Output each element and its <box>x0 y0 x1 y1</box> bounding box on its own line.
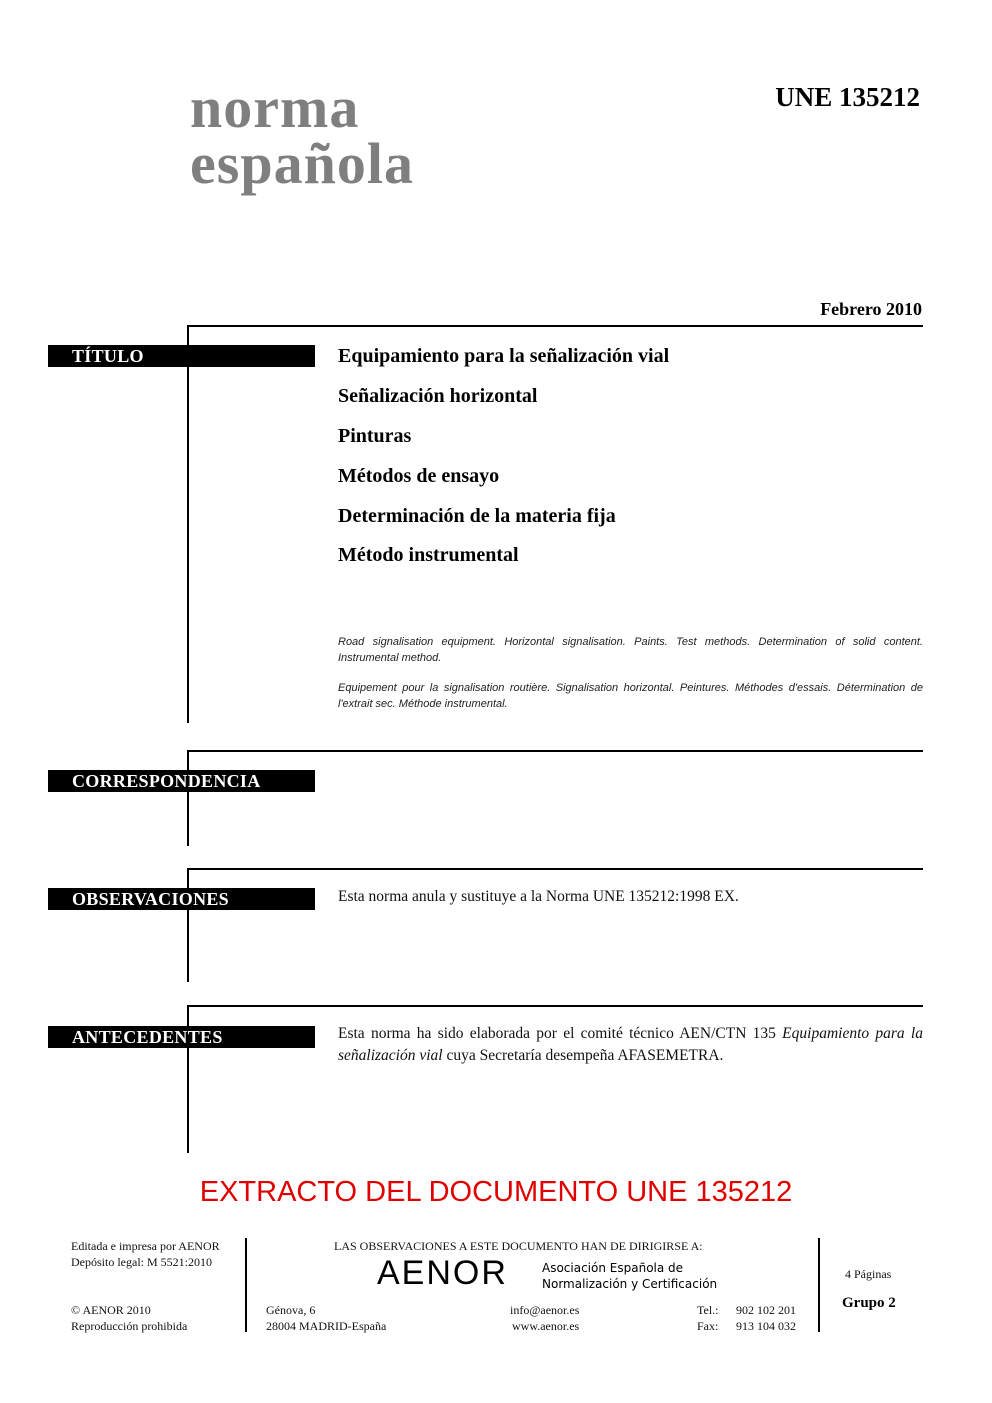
footer-edited-by: Editada e impresa por AENOR <box>71 1239 220 1253</box>
section-divider <box>188 750 923 752</box>
footer-fax-value: 913 104 032 <box>736 1319 796 1333</box>
footer-address-city: 28004 MADRID-España <box>266 1319 387 1333</box>
footer-divider <box>245 1238 247 1332</box>
footer-web: www.aenor.es <box>512 1319 580 1333</box>
antecedentes-text-start: Esta norma ha sido elaborada por el comité técnico AEN/CTN 135 <box>338 1025 783 1042</box>
section-divider <box>188 868 923 870</box>
extract-watermark: EXTRACTO DEL DOCUMENTO UNE 135212 <box>199 1176 793 1208</box>
standard-code: UNE 135212 <box>775 82 920 112</box>
footer-tel-label: Tel.: <box>697 1303 719 1317</box>
aenor-tagline <box>542 1260 717 1292</box>
section-divider <box>188 1005 923 1007</box>
footer-fax-label: Fax: <box>697 1319 719 1333</box>
footer-address-street: Génova, 6 <box>266 1303 316 1317</box>
section-divider <box>188 325 923 327</box>
footer-reproduccion: Reproducción prohibida <box>71 1319 188 1333</box>
observaciones-text: Esta norma anula y sustituye a la Norma UNE 135212:1998 EX. <box>338 888 739 905</box>
aenor-tagline-line: Asociación Española de <box>542 1261 684 1275</box>
footer-email: info@aenor.es <box>510 1303 580 1317</box>
footer-observaciones-header: LAS OBSERVACIONES A ESTE DOCUMENTO HAN DE DIRIGIRSE A: <box>334 1239 703 1253</box>
brand-line-2: española <box>190 131 414 196</box>
french-title: Equipement pour la signalisation routière. Signalisation horizontal. Peintures. Méthodes d'essais. Détermination de l'extrait sec. Méthode instrumental. <box>338 682 923 710</box>
footer-pages: 4 Páginas <box>845 1267 892 1281</box>
aenor-logo: AENOR <box>377 1254 508 1292</box>
footer-deposito-legal: Depósito legal: M 5521:2010 <box>71 1255 212 1269</box>
english-title: Road signalisation equipment. Horizontal signalisation. Paints. Test methods. Determination of solid content. Instrumental method. <box>338 636 923 664</box>
footer-divider <box>818 1238 820 1332</box>
footer-grupo: Grupo 2 <box>842 1295 896 1311</box>
publication-date: Febrero 2010 <box>820 299 922 319</box>
observaciones-label: OBSERVACIONES <box>48 888 315 910</box>
titulo-label: TÍTULO <box>48 345 315 367</box>
footer-tel-value: 902 102 201 <box>736 1303 796 1317</box>
antecedentes-label: ANTECEDENTES <box>48 1026 315 1048</box>
antecedentes-text-end: cuya Secretaría desempeña AFASEMETRA. <box>442 1047 724 1064</box>
committee-name: Equipamiento para la señalización vial <box>338 1025 923 1064</box>
title-line: Métodos de ensayo <box>338 465 500 487</box>
antecedentes-text <box>338 1023 923 1067</box>
norma-espanola-title <box>190 75 414 196</box>
aenor-tagline-line: Normalización y Certificación <box>542 1277 718 1291</box>
title-line: Determinación de la materia fija <box>338 505 616 527</box>
title-line: Método instrumental <box>338 544 519 566</box>
section-rule <box>187 868 189 982</box>
footer-copyright: © AENOR 2010 <box>71 1303 151 1317</box>
brand-line-1: norma <box>190 75 360 140</box>
title-line: Equipamiento para la señalización vial <box>338 345 670 367</box>
title-line: Pinturas <box>338 425 412 447</box>
correspondencia-label: CORRESPONDENCIA <box>48 770 315 792</box>
section-rule <box>187 325 189 723</box>
section-rule <box>187 750 189 846</box>
title-line: Señalización horizontal <box>338 385 538 407</box>
